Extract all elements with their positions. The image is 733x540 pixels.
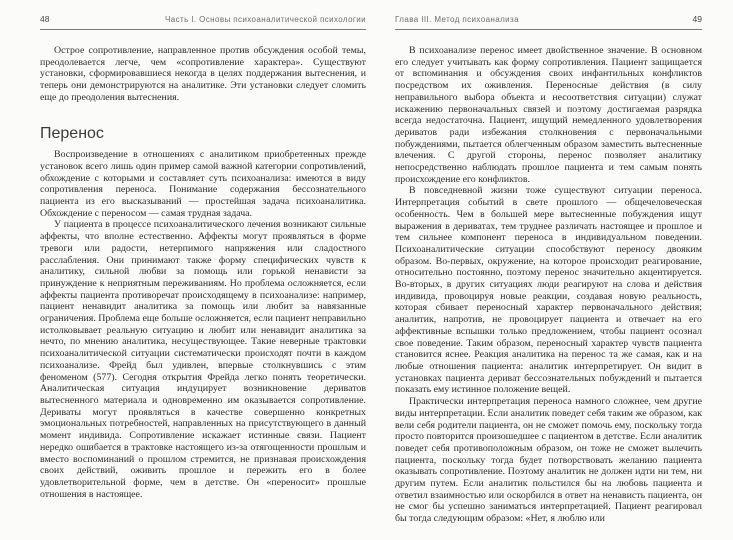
paragraph: В психоанализе перенос имеет двойственное значение. В основном его следует учитывать как форму сопротивления. Пациент защищается от вспоминания и обсуждения своих инфантильных конфликтов посредством их оживления. Переносные действия (в силу неправильного выбора объекта и несоответствия ситуации) служат искажению первоначальных связей и поэтому достигаемая разрядка всегда недостаточна. Пациент, ищущий немедленного удовлетворения дериватов ради избежания столкновения с первоначальными побуждениями, пытается облегченным образом заместить вытесненные влечения. С другой стороны, перенос позволяет аналитику непосредственно наблюдать прошлое пациента и тем самым понять происхождение его конфликтов.: [395, 45, 702, 185]
running-head-left: [40, 14, 366, 30]
running-header-title-left: Часть I. Основы психоаналитической психологии: [165, 15, 366, 24]
page-body-right: [395, 45, 702, 525]
page-body-left: [40, 45, 366, 500]
running-head-right: [395, 14, 702, 30]
paragraph-intro: Острое сопротивление, направленное против обсуждения особой темы, преодолевается легче, чем «сопротивление характера». Существуют установки, сформировавшиеся некогда в целях поддержания вытеснения, и теперь они демонстрируются на аналитике. Эти установки следует сломить еще до преодоления вытеснения.: [40, 45, 366, 103]
page-number-left: 48: [40, 14, 50, 24]
paragraph: У пациента в процессе психоаналитического лечения возникают сильные аффекты, что вполне естественно. Аффекты могут проявляться в форме тревоги или радости, нетерпимого напряжения или сладостного расслабления. Они принимают также форму специфических чувств к аналитику, сильной любви за помощь или горькой ненависти за принуждение к неприятным переживаниям. Но проблема осложняется, если аффекты пациента противоречат происходящему в психоанализе: например, пациент ненавидит аналитика за помощь или любит за навязанные ограничения. Проблема еще больше осложняется, если пациент неправильно истолковывает реальную ситуацию и любит или ненавидит аналитика за нечто, по мнению аналитика, несуществующее. Такие неверные трактовки психоаналитической ситуации систематически происходят почти в каждом психоанализе. Фрейд был удивлен, впервые столкнувшись с этим феноменом (577). Сегодня открытия Фрейда легко понять теоретически. Аналитическая ситуация индуцирует возникновение дериватов вытесненного материала и одновременно им оказывается сопротивление. Дериваты могут проявляться в качестве совершенно конкретных эмоциональных потребностей, направленных на присутствующего в данный момент индивида. Сопротивление искажает истинные связи. Пациент нередко ошибается в трактовке настоящего из-за отягощенности прошлым и вместо воспоминаний о прошлом стремится, не признавая происхождения своих действий, оживить прошлое и пережить его в более удовлетворительной форме, чем в детстве. Он «переносит» прошлые отношения в настоящее.: [40, 219, 366, 500]
paragraph: В повседневной жизни тоже существуют ситуации переноса. Интерпретация событий в свете прошлого — общечеловеческая особенность. Чем в большей мере вытесненные побуждения ищут выражения в дериватах, тем труднее различать настоящее и прошлое и тем сильнее компонент переноса в индивидуальном поведении. Психоаналитические ситуации способствуют переносу двояким образом. Во-первых, окружение, на которое происходит реагирование, относительно постоянно, поэтому перенос значительно акцентируется. Во-вторых, в других ситуациях люди реагируют на слова и действия индивида, провоцируя новые реакции, создавая новую реальность, которая сбивает переносный характер первоначального действия; аналитик, напротив, не провоцирует пациента и отвечает на его аффективные вспышки только предложением, чтобы пациент осознал свое поведение. Таким образом, переносный характер чувств пациента становится яснее. Реакция аналитика на перенос та же самая, как и на любые отношения пациента: аналитик интерпретирует. Он видит в установках пациента дериват бессознательных побуждений и пытается показать ему истинное положение вещей.: [395, 185, 702, 396]
page-right: [366, 0, 733, 540]
page-number-right: 49: [692, 14, 702, 24]
paragraph: Практически интерпретация переноса намного сложнее, чем другие виды интерпретации. Если аналитик поведет себя таким же образом, как вели себя родители пациента, он не сможет помочь ему, поскольку тогда просто повторится произошедшее с пациентом в детстве. Если аналитик поведет себя противоположным образом, он тоже не сможет вылечить пациента, поскольку тогда будет потворствовать желанию пациента оказывать сопротивление. Поэтому аналитик не должен идти ни тем, ни другим путем. Если аналитик польстился бы на любовь пациента и ответил взаимностью или оскорбился в ответ на ненависть пациента, он не смог бы успешно заниматься интерпретацией. Пациент реагировал бы тогда следующим образом: «Нет, я люблю или: [395, 396, 702, 525]
page-left: [0, 0, 366, 540]
section-heading-transference: Перенос: [40, 124, 104, 142]
paragraph: Воспроизведение в отношениях с аналитиком приобретенных прежде установок всего лишь один пример самой важной категории сопротивлений, обхождение с которыми и составляет суть психоанализа: имеются в виду сопротивления переноса. Понимание содержания бессознательного пациента из его высказываний — простейшая задача психоаналитика. Обхождение с переносом — самая трудная задача.: [40, 149, 366, 219]
running-header-title-right: Глава III. Метод психоанализа: [395, 15, 519, 24]
